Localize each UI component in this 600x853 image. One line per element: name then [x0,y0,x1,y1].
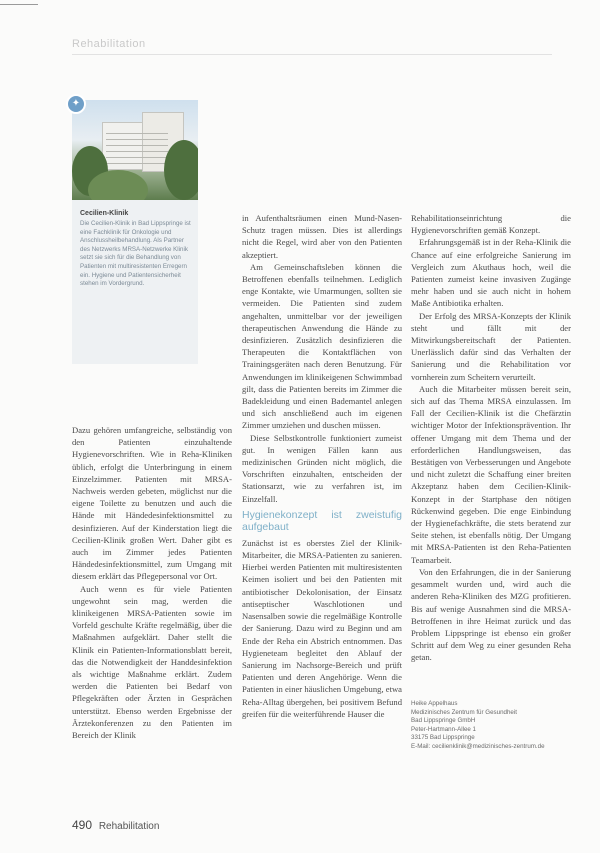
header-divider [72,54,552,55]
author-line: Peter-Hartmann-Allee 1 [411,725,476,733]
paragraph: Von den Erfahrungen, die in der Sanierung gesammelt wurden und, wird auch die anderen Reha-Kliniken des MZG profitieren. Bis auf wenige Ausnahmen sind die MRSA-Betroffenen in ihre Heimat zurück und das Problem Lippspringe ist ebenso ein großer Schritt auf dem Weg zu einer gesunden Reha getan. [411,566,571,663]
text-column-3 [411,212,571,690]
page-number: 490 [72,818,93,832]
paragraph: Der Erfolg des MRSA-Konzepts der Klinik steht und fällt mit der Mitwirkungsbereitschaft der Patienten. Unerlässlich dafür sind das Verhalten der Sanierung und die Rehabilitation vor vornherein zum Scheitern verurteilt. [411,310,571,382]
author-line: Medizinisches Zentrum für Gesundheit [411,708,517,716]
caption-text: Die Cecilien-Klinik in Bad Lippspringe ist eine Fachklinik für Onkologie und Anschlussheilbehandlung. Als Partner des Netzwerks MRSA-Netzwerke Klinik setzt sie sich für die Behandlung von Patienten mit multiresistenten Erregern ein. Hygiene und Patientensicherheit stehen im Vordergrund. [80,220,191,288]
paragraph: Zunächst ist es oberstes Ziel der Klinik-Mitarbeiter, die MRSA-Patienten zu sanieren. Hierbei werden Patienten mit multiresistenten Keimen isoliert und bei den Patienten mit antibiotischer Dekolonisation, der Einsatz antiseptischer Waschlotionen und Nasensalben sowie die regelmäßige Kontrolle der Sanierung. Dazu wird zu Beginn und am Ende der Reha ein Abstrich entnommen. Das Hygieneteam begleitet den Ablauf der Sanierung im Nachsorge-Bereich und prüft Patienten und deren Angehörige. Wenn die Patienten in einer häuslichen Umgebung, etwa Reha-Alltag übergehen, bei positivem Befund greifen für die weiterführende Hauser die [242,537,402,719]
tree-shape [164,140,198,200]
journal-name: Rehabilitation [98,821,160,832]
paragraph: Dazu gehören umfangreiche, selbständig von den Patienten einzuhaltende Hygienevorschriften. Wie in Reha-Kliniken üblich, erfolgt die Unterbringung in einem Einzelzimmer. Patienten mit MRSA-Nachweis werden gebeten, möglichst nur die eigene Toilette zu benutzen und auch die Hände mit Händedesinfektionsmittel zu desinfizieren. Auf der Kinderstation liegt die Cecilien-Klinik großen Wert. Daher gibt es auch im Zimmer jedes Patienten Händedesinfektionsmittel, zum Umgang mit diesem erklärt das Pflegepersonal vor Ort. [72,425,232,582]
author-line: 33175 Bad Lippspringe [411,734,475,742]
clinic-photo [72,100,198,200]
author-email: E-Mail: cecilienklinik@medizinisches-zentrum.de [411,742,545,750]
top-rule [0,4,38,5]
paragraph: Am Gemeinschaftsleben können die Betroffenen ebenfalls teilnehmen. Lediglich enge Kontakte, wie Umarmungen, sollten sie vermeiden. Die Patienten sind zudem angehalten, unmittelbar vor der jeweiligen therapeutischen Anwendung die Hände zu desinfizieren. Zusätzlich desinfizieren die Therapeuten die Kontaktflächen von Trainingsgeräten nach deren Benutzung. Für Anwendungen im klinikeigenen Schwimmbad gilt, dass die Patienten bereits im Zimmer die Badekleidung und einen Bademantel anlegen und sich anschließend auch im eigenen Zimmer umziehen und duschen müssen. [242,261,402,431]
section-label: Rehabilitation [72,38,146,50]
paragraph: Rehabilitationseinrichtung die Hygienevorschriften gemäß Konzept. [411,213,571,236]
figure-badge-icon: ✦ [66,94,86,114]
page-footer [72,818,159,832]
subheading: Hygienekonzept ist zweistufig aufgebaut [242,508,402,533]
caption-title: Cecilien-Klinik [80,210,129,217]
paragraph: Diese Selbstkontrolle funktioniert zumeist gut. In wenigen Fällen kann aus medizinischen Gründen nicht möglich, die Vorschriften einzuhalten, entscheiden der Stationsarzt, wie zu verfahren ist, im Einzelfall. [242,432,402,504]
author-line: Bad Lippspringe GmbH [411,717,476,725]
author-contact [411,700,571,752]
paragraph: in Aufenthaltsräumen einen Mund-Nasen-Schutz tragen müssen. Dies ist allerdings nicht die Regel, wird aber von den Patienten akzeptiert. [242,213,402,260]
paragraph: Auch wenn es für viele Patienten ungewohnt sein mag, werden die klinikeigenen MRSA-Patienten sowie im Vorfeld geschulte Kräfte regelmäßig, über die Maßnahmen aufgeklärt. Daher stellt die Klinik ein Patienten-Informationsblatt bereit, das die Notwendigkeit der Handdesinfektion als wichtige Maßnahme erklärt. Zudem werden die Patienten bei Bedarf von Pflegekräften oder Ärzten in Gesprächen unterstützt. Ebenso werden Ergebnisse der Ärztekonferenzen zu den Patienten im Bereich der Klinik [72,583,232,741]
building-windows [106,128,168,164]
paragraph: Erfahrungsgemäß ist in der Reha-Klinik die Chance auf eine erfolgreiche Sanierung im Vergleich zum Akuthaus hoch, weil die Patienten zumeist keine invasiven Zugänge mehr haben und sie auch nicht in hohem Maße Antibiotika erhalten. [411,237,571,309]
text-column-2 [242,212,402,812]
author-line: Heike Appelhaus [411,700,458,707]
paragraph: Auch die Mitarbeiter müssen bereit sein, sich auf das Thema MRSA einzulassen. Im Fall der Cecilien-Klinik ist die Chefärztin wichtiger Motor der Infektionsprävention. Ihr offener Umgang mit dem Thema und der erforderlichen Handlungsweisen, das Bestätigen von Verbesserungen und Angebote und nicht zuletzt die Schaffung einer breiten Akzeptanz haben dem Cecilien-Klinik-Konzept in der Startphase den nötigen Rückenwind gegeben. Die enge Einbindung der Hygienefachkräfte, die stets beratend zur Seite stehen, ist ebenfalls nötig. Der Umgang mit MRSA-Patienten ist den Reha-Patienten Teamarbeit. [411,383,571,565]
text-column-1 [72,424,232,812]
bush-shape [88,170,148,200]
